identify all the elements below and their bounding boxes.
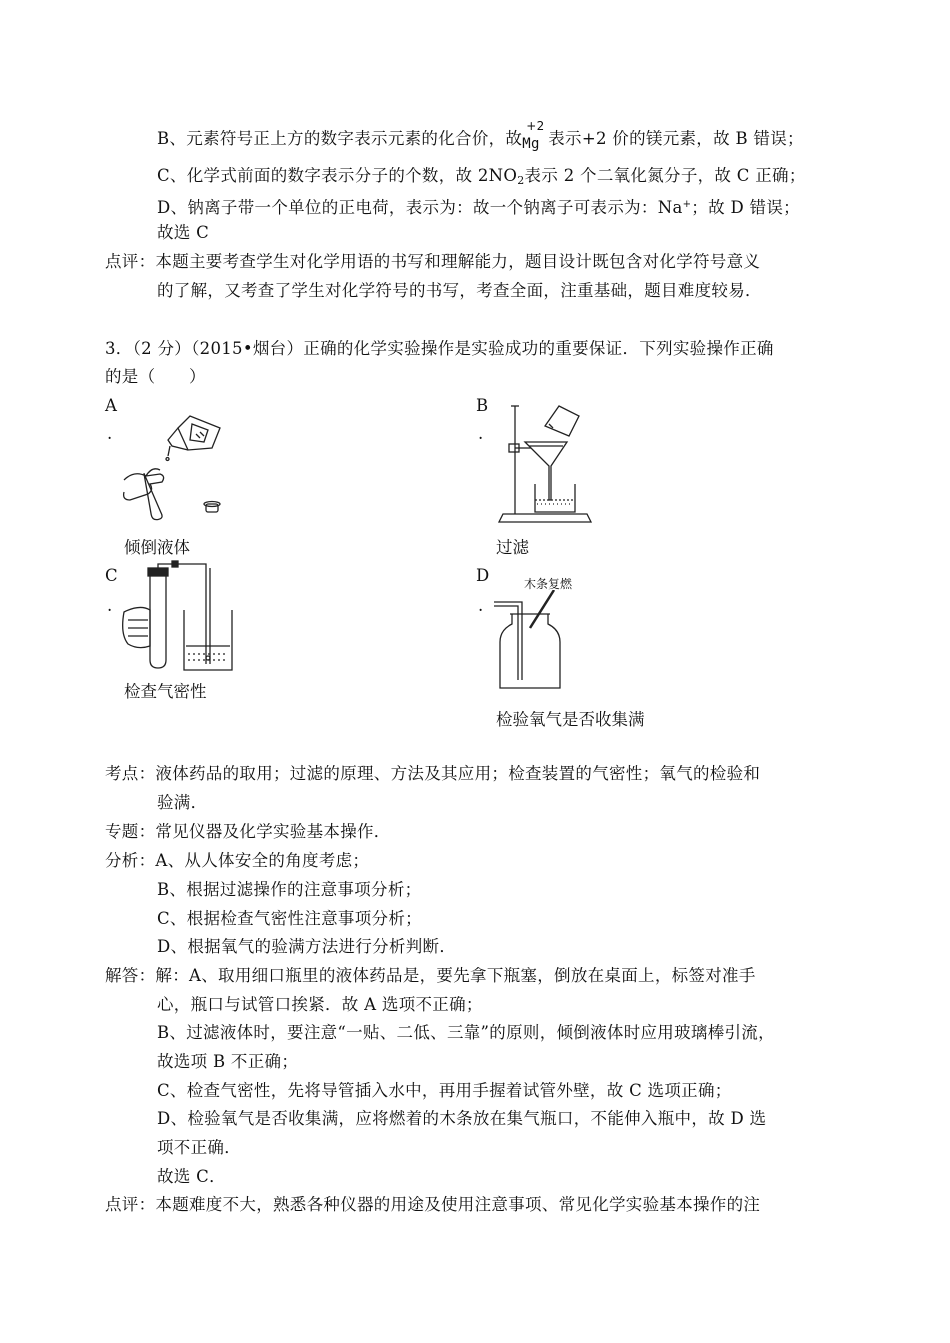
pour-liquid-figure (120, 410, 230, 525)
question-3-line2: 的是（ ） (105, 367, 206, 386)
option-a-dot: . (107, 424, 113, 443)
review-2: 点评：本题难度不大，熟悉各种仪器的用途及使用注意事项、常见化学实验基本操作的注 (105, 1195, 761, 1214)
jieda-c: C、检查气密性，先将导管插入水中，再用手握着试管外壁，故 C 选项正确； (157, 1081, 732, 1100)
solution-c: C、化学式前面的数字表示分子的个数，故 $2NO_2$表示 2 个二氧化氮分子，故 C 正确； (157, 166, 806, 187)
solution-choice: 故选 C (157, 223, 210, 242)
jieda-d1: D、检验氧气是否收集满，应将燃着的木条放在集气瓶口，不能伸入瓶中，故 D 选 (157, 1109, 767, 1128)
option-c-caption: 检查气密性 (124, 682, 207, 701)
option-b-letter: B (476, 396, 489, 415)
kaodian-line2: 验满． (157, 793, 208, 812)
jieda-a2: 心，瓶口与试管口挨紧．故 A 选项不正确； (157, 995, 483, 1014)
option-a-letter: A (105, 396, 117, 415)
jieda-b2: 故选项 B 不正确； (157, 1052, 299, 1071)
option-b-dot: . (478, 424, 484, 443)
airtightness-figure (120, 560, 240, 675)
jieda-a1: 解答：解：A、取用细口瓶里的液体药品是，要先拿下瓶塞，倒放在桌面上，标签对准手 (105, 966, 756, 985)
jieda-b1: B、过滤液体时，要注意“一贴、二低、三靠”的原则，倾倒液体时应用玻璃棒引流， (157, 1023, 775, 1042)
filtration-figure (495, 400, 595, 530)
fenxi-b: B、根据过滤操作的注意事项分析； (157, 880, 422, 899)
fenxi-d: D、根据氧气的验满方法进行分析判断． (157, 937, 457, 956)
jieda-choice: 故选 C． (157, 1167, 226, 1186)
mg-charge-notation: +2 Mg (522, 118, 545, 152)
solution-b: B、元素符号正上方的数字表示元素的化合价，故 +2 Mg 表示+2 价的镁元素，故 B 错误； (157, 118, 804, 152)
question-3-line1: 3．（2 分）（2015•烟台）正确的化学实验操作是实验成功的重要保证．下列实验操作正确 (105, 339, 774, 358)
review-1-line1: 点评：本题主要考查学生对化学用语的书写和理解能力，题目设计既包含对化学符号意义 (105, 252, 761, 271)
option-a-caption: 倾倒液体 (124, 538, 190, 557)
option-c-dot: . (107, 596, 113, 615)
option-d-caption: 检验氧气是否收集满 (496, 710, 645, 729)
fenxi-a: 分析：A、从人体安全的角度考虑； (105, 851, 370, 870)
option-d-figure-label: 木条复燃 (524, 577, 573, 591)
review-1-line2: 的了解，又考查了学生对化学符号的书写，考查全面，注重基础，题目难度较易． (157, 281, 762, 300)
oxygen-test-figure (490, 590, 580, 690)
jieda-d2: 项不正确． (157, 1138, 241, 1157)
zhuanti: 专题：常见仪器及化学实验基本操作． (105, 822, 391, 841)
option-d-dot: . (478, 596, 484, 615)
fenxi-c: C、根据检查气密性注意事项分析； (157, 909, 422, 928)
option-c-letter: C (105, 566, 118, 585)
option-b-caption: 过滤 (496, 538, 529, 557)
kaodian-line1: 考点：液体药品的取用；过滤的原理、方法及其应用；检查装置的气密性；氧气的检验和 (105, 764, 761, 783)
solution-d: D、钠离子带一个单位的正电荷，表示为：故一个钠离子可表示为：Na+；故 D 错误； (157, 198, 800, 217)
option-d-letter: D (476, 566, 490, 585)
